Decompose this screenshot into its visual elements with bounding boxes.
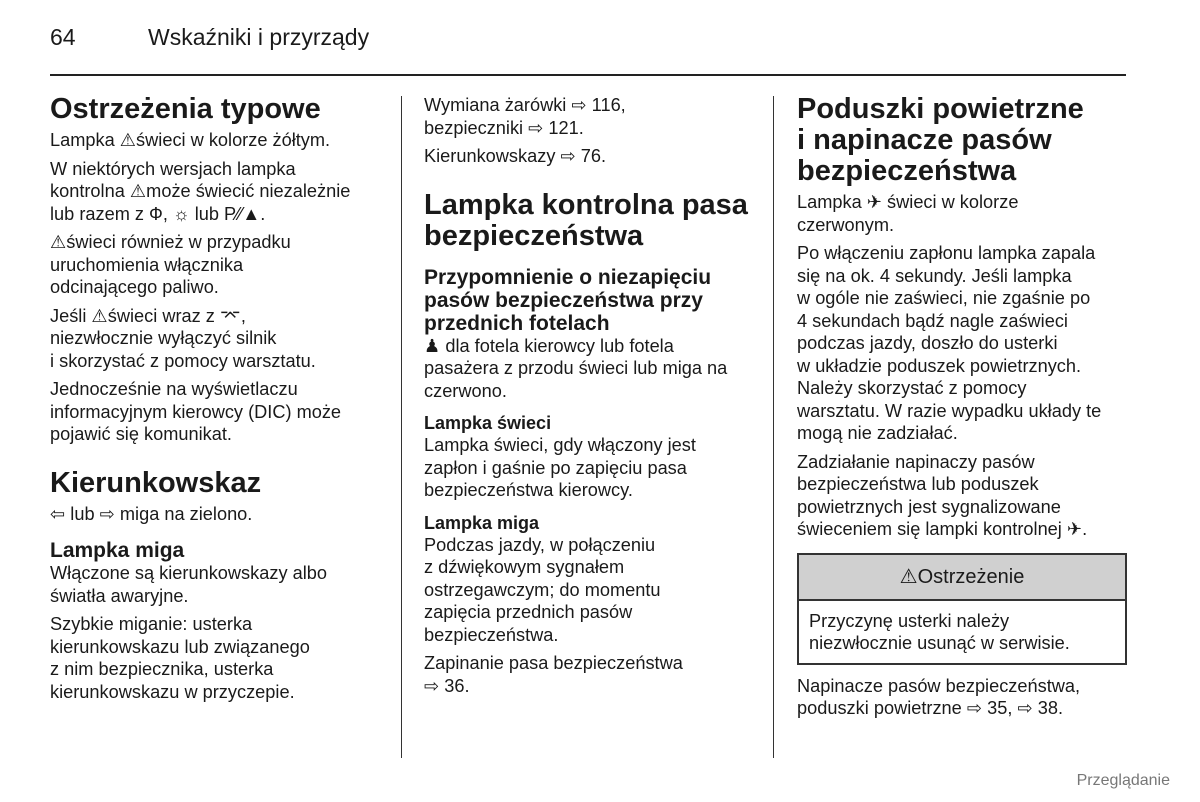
heading-poduszki-powietrzne: Poduszki powietrzne i napinacze pasów bezpieczeństwa xyxy=(797,93,1084,187)
heading-ostrzezenia-typowe: Ostrzeżenia typowe xyxy=(50,93,321,125)
paragraph: Wymiana żarówki ⇨ 116, bezpieczniki ⇨ 121. xyxy=(424,95,626,138)
paragraph: Włączone są kierunkowskazy albo światła awaryjne. xyxy=(50,563,327,606)
column-middle xyxy=(424,94,762,703)
warning-title: ⚠Ostrzeżenie xyxy=(799,555,1125,601)
paragraph: ⚠świeci również w przypadku uruchomienia włącznika odcinającego paliwo. xyxy=(50,232,291,297)
heading-kierunkowskaz: Kierunkowskaz xyxy=(50,466,262,499)
paragraph: Lampka ✈ świeci w kolorze czerwonym. xyxy=(797,192,1019,235)
page-number: 64 xyxy=(50,24,76,50)
column-divider-1 xyxy=(401,96,402,758)
heading-lampka-kontrolna-pasa: Lampka kontrolna pasa bezpieczeństwa xyxy=(424,188,748,252)
warning-box xyxy=(797,553,1127,665)
warning-text: Przyczynę usterki należy niezwłocznie usunąć w serwisie. xyxy=(809,610,1070,653)
chapter-title: Wskaźniki i przyrządy xyxy=(148,24,370,50)
browse-link[interactable]: Przeglądanie xyxy=(1076,772,1170,789)
subheading-lampka-miga: Lampka miga xyxy=(50,539,185,562)
paragraph: Lampka ⚠świeci w kolorze żółtym. xyxy=(50,130,331,150)
column-right xyxy=(797,94,1133,726)
column-left xyxy=(50,94,390,709)
paragraph: Lampka świeci, gdy włączony jest zapłon i gaśnie po zapięciu pasa bezpieczeństwa kierowcy. xyxy=(424,435,696,500)
paragraph: Jeśli ⚠świeci wraz z ⌤, niezwłocznie wyłączyć silnik i skorzystać z pomocy warsztatu. xyxy=(50,305,316,371)
paragraph: ♟ dla fotela kierowcy lub fotela pasażera z przodu świeci lub miga na czerwono. xyxy=(424,335,728,401)
paragraph: Kierunkowskazy ⇨ 76. xyxy=(424,146,607,166)
paragraph: Szybkie miganie: usterka kierunkowskazu lub związanego z nim bezpiecznika, usterka kierunkowskazu w przyczepie. xyxy=(50,614,310,702)
paragraph: Po włączeniu zapłonu lampka zapala się na ok. 4 sekundy. Jeśli lampka w ogóle nie zaświeci, nie zgaśnie po 4 sekundach bądź nagle zaświeci podczas jazdy, doszło do usterki w układzie poduszek powietrznych. Należy skorzystać z pomocy warsztatu. W razie wypadku układy te mogą nie zadziałać. xyxy=(797,243,1102,443)
column-divider-2 xyxy=(773,96,774,758)
paragraph: Napinacze pasów bezpieczeństwa, poduszki powietrzne ⇨ 35, ⇨ 38. xyxy=(797,675,1081,718)
paragraph: Jednocześnie na wyświetlaczu informacyjnym kierowcy (DIC) może pojawić się komunikat. xyxy=(50,379,342,444)
paragraph: Zapinanie pasa bezpieczeństwa ⇨ 36. xyxy=(424,653,683,696)
subheading-przypomnienie: Przypomnienie o niezapięciu pasów bezpieczeństwa przy przednich fotelach xyxy=(424,265,712,335)
header-rule xyxy=(50,74,1126,76)
paragraph: Podczas jazdy, w połączeniu z dźwiękowym sygnałem ostrzegawczym; do momentu zapięcia przednich pasów bezpieczeństwa. xyxy=(424,534,661,645)
paragraph: ⇦ lub ⇨ miga na zielono. xyxy=(50,503,253,524)
paragraph: Zadziałanie napinaczy pasów bezpieczeństwa lub poduszek powietrznych jest sygnalizowane świeceniem się lampki kontrolnej ✈. xyxy=(797,451,1088,539)
subheading-lampka-miga: Lampka miga xyxy=(424,512,540,533)
paragraph: W niektórych wersjach lampka kontrolna ⚠może świecić niezależnie lub razem z Ф, ☼ lub P⁄⁄▲. xyxy=(50,158,351,224)
subheading-lampka-swieci: Lampka świeci xyxy=(424,413,552,433)
